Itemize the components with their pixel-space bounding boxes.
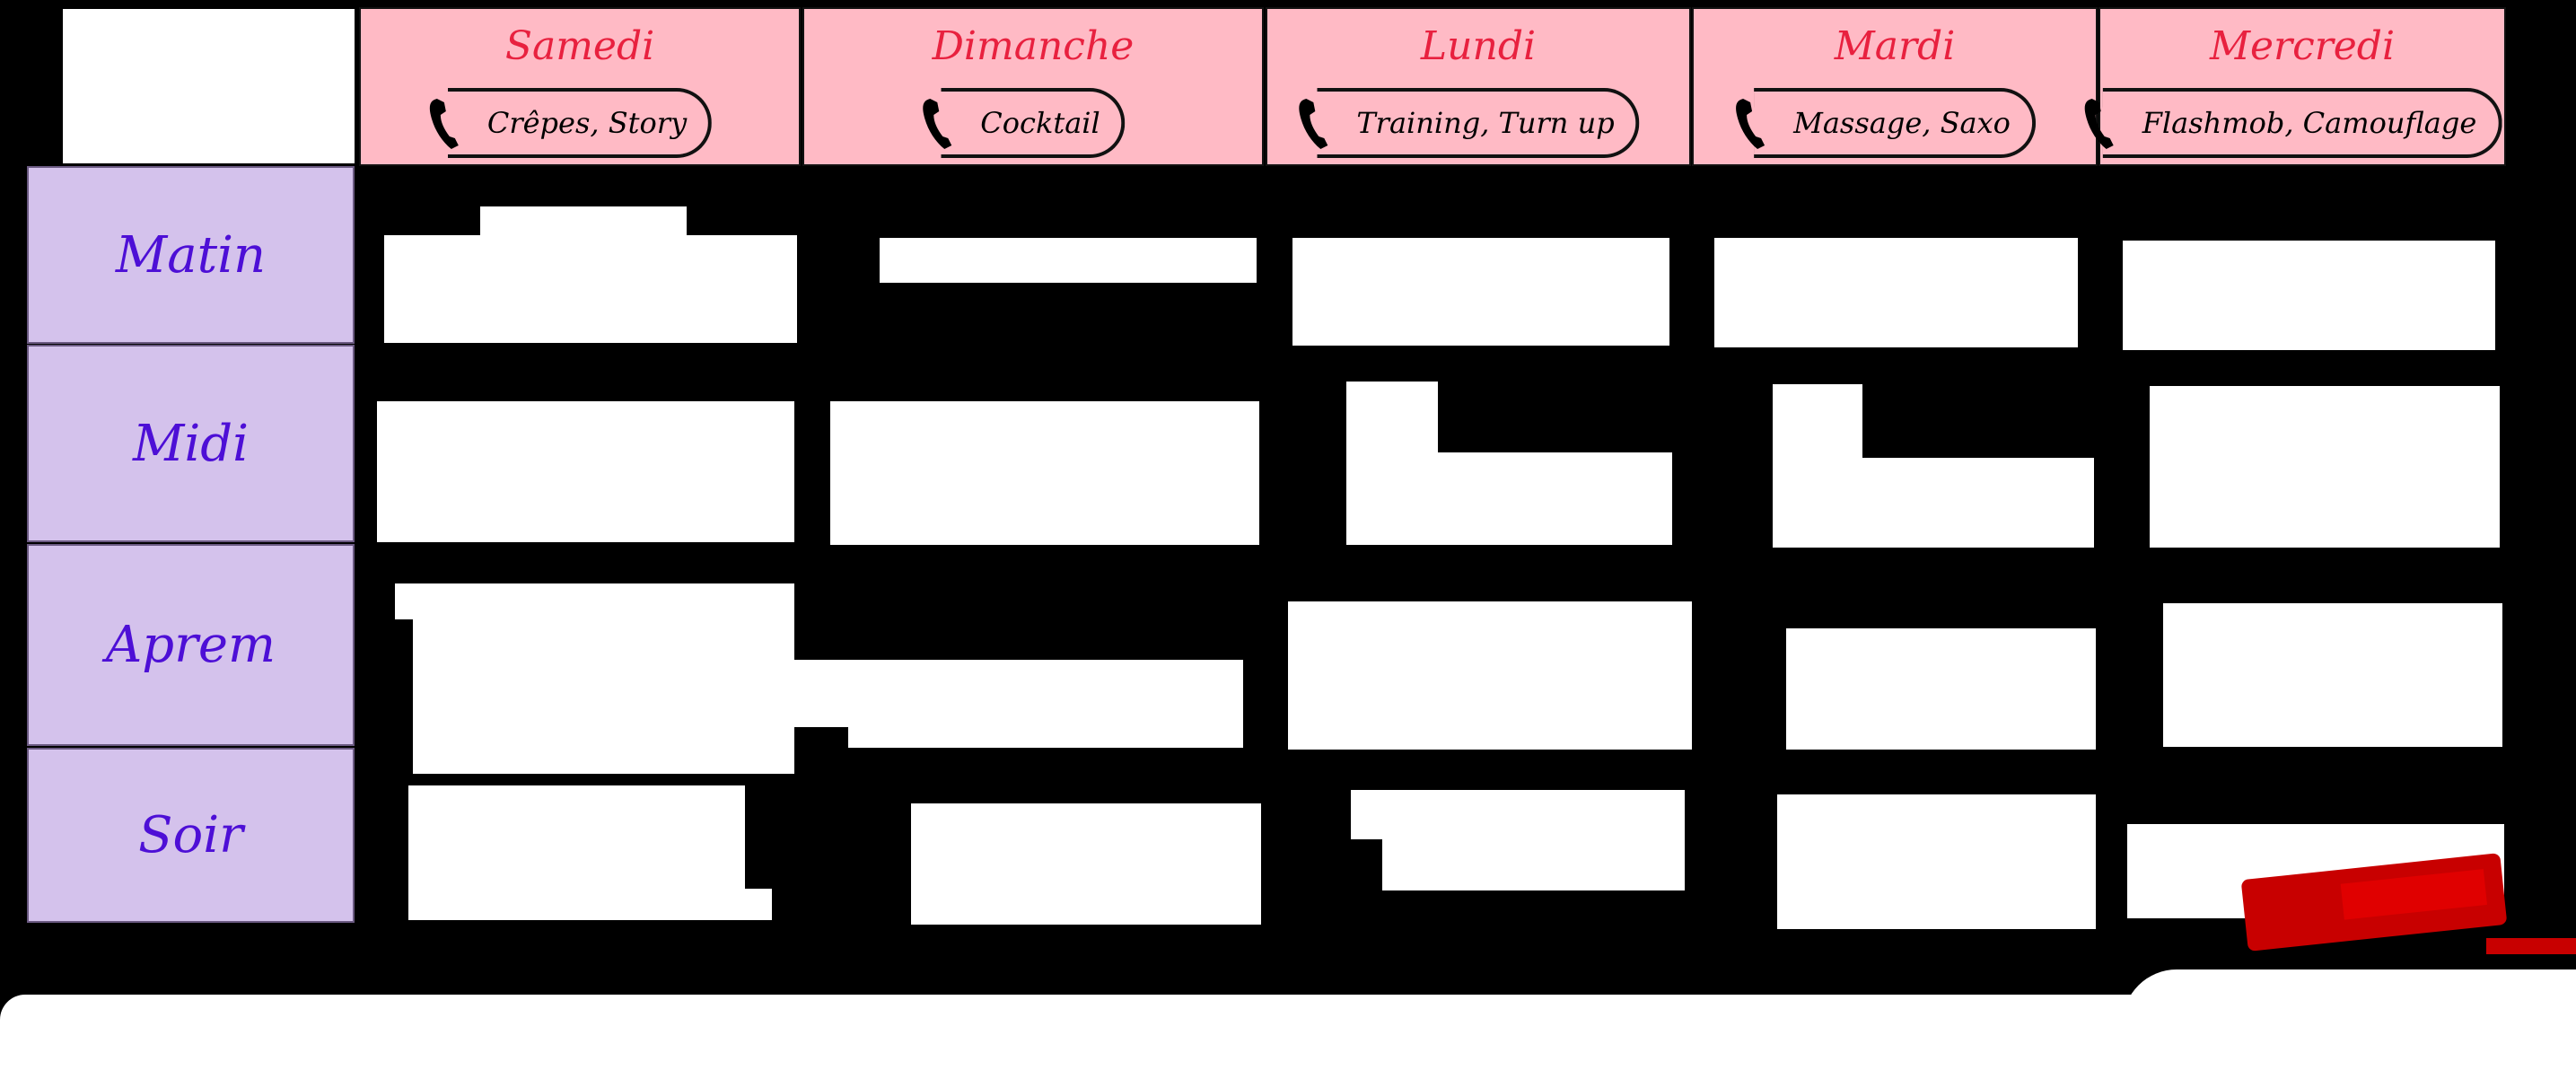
phone-icon bbox=[921, 97, 960, 153]
corner-label-box bbox=[63, 9, 355, 163]
slot-aprem bbox=[27, 544, 355, 746]
cell-aprem-mardi bbox=[1786, 628, 2096, 750]
activity-text: Training, Turn up bbox=[1356, 106, 1615, 140]
cell-soir-samedi bbox=[408, 785, 745, 920]
phone-icon bbox=[1734, 97, 1774, 153]
day-header-dimanche bbox=[802, 7, 1264, 166]
activity-text: Massage, Saxo bbox=[1793, 106, 2011, 140]
cell-midi-dimanche bbox=[830, 401, 1259, 545]
cell-matin-lundi bbox=[1292, 238, 1669, 346]
stamp-smear bbox=[2486, 938, 2576, 954]
cell-aprem-mercredi bbox=[2163, 603, 2502, 747]
cell-soir-samedi-tail bbox=[736, 889, 772, 920]
stamp-inner bbox=[2341, 869, 2487, 920]
phone-icon bbox=[1297, 97, 1336, 153]
cell-midi-mercredi bbox=[2150, 386, 2500, 548]
slot-soir bbox=[27, 748, 355, 923]
day-header-mardi bbox=[1692, 7, 2098, 166]
slot-label: Aprem bbox=[105, 616, 276, 674]
cell-aprem-dimanche bbox=[848, 660, 1243, 748]
activity-pill bbox=[448, 88, 712, 158]
slot-midi bbox=[27, 345, 355, 542]
cell-matin-mardi bbox=[1714, 238, 2078, 347]
cell-matin-mercredi bbox=[2123, 241, 2495, 350]
day-name: Mercredi bbox=[2209, 23, 2396, 69]
cell-aprem-lundi bbox=[1288, 601, 1692, 750]
day-name: Dimanche bbox=[932, 23, 1135, 69]
cell-aprem-dimanche-bar bbox=[521, 660, 866, 727]
slot-label: Midi bbox=[132, 414, 249, 473]
cell-midi-samedi bbox=[377, 401, 794, 542]
activity-text: Crêpes, Story bbox=[486, 106, 688, 140]
phone-icon bbox=[428, 97, 468, 153]
day-name: Lundi bbox=[1420, 23, 1537, 69]
phone-icon bbox=[2083, 97, 2123, 153]
cell-matin-dimanche bbox=[880, 238, 1257, 283]
cell-soir-lundi bbox=[1382, 790, 1685, 890]
activity-pill bbox=[1317, 88, 1639, 158]
day-name: Samedi bbox=[504, 23, 655, 69]
activity-text: Cocktail bbox=[980, 106, 1100, 140]
activity-pill bbox=[941, 88, 1125, 158]
activity-pill bbox=[1754, 88, 2036, 158]
slot-label: Soir bbox=[138, 806, 243, 864]
cell-soir-dimanche bbox=[911, 803, 1261, 925]
cell-midi-mardi-b bbox=[1773, 458, 2094, 548]
day-name: Mardi bbox=[1834, 23, 1956, 69]
slot-matin bbox=[27, 166, 355, 344]
activity-text: Flashmob, Camouflage bbox=[2142, 106, 2477, 140]
cell-matin-samedi bbox=[384, 235, 797, 343]
day-header-mercredi bbox=[2098, 7, 2506, 166]
day-header-samedi bbox=[359, 7, 801, 166]
day-header-lundi bbox=[1266, 7, 1691, 166]
slot-label: Matin bbox=[115, 225, 267, 285]
bottom-redaction-round bbox=[2123, 969, 2576, 1079]
activity-pill bbox=[2103, 88, 2502, 158]
cell-soir-mardi bbox=[1777, 794, 2096, 929]
cell-matin-samedi-top bbox=[480, 206, 687, 251]
cell-midi-lundi-b bbox=[1387, 452, 1672, 545]
